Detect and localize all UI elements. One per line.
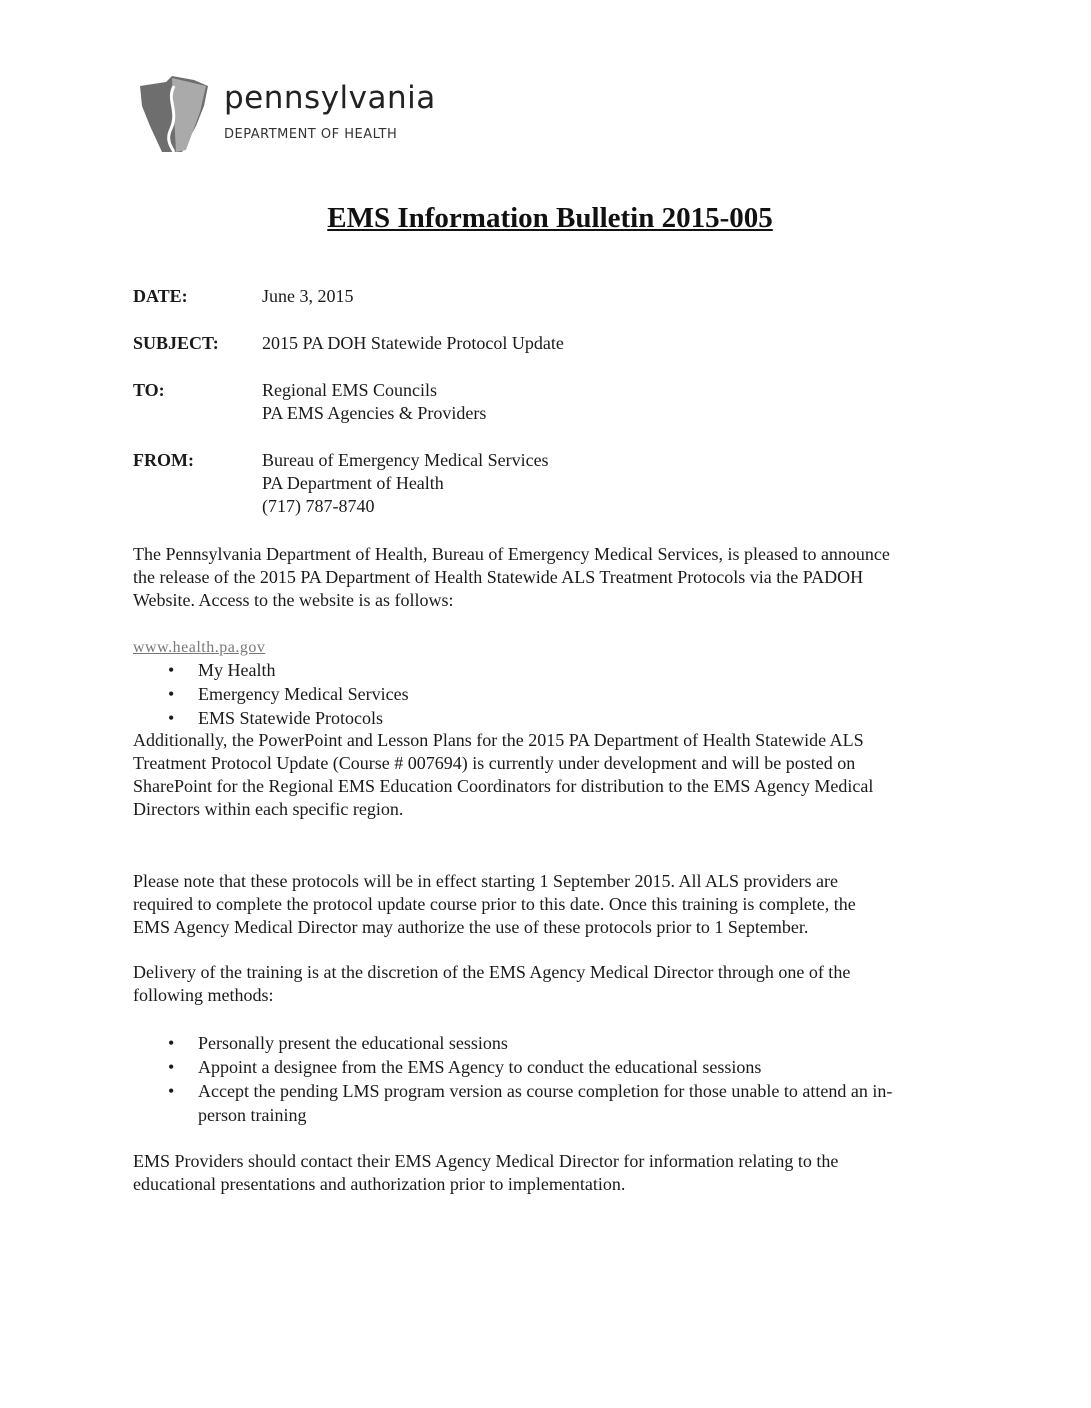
text-line: The Pennsylvania Department of Health, Bureau of Emergency Medical Services, is pleased to announce (133, 544, 890, 564)
website-link[interactable]: www.health.pa.gov (133, 639, 266, 656)
to-line: Regional EMS Councils (262, 380, 437, 400)
date-label: DATE: (133, 286, 188, 306)
text-line: the release of the 2015 PA Department of Health Statewide ALS Treatment Protocols via the PADOH (133, 567, 864, 587)
to-line: PA EMS Agencies & Providers (262, 403, 487, 423)
paragraph-announcement (133, 543, 890, 612)
list-item (168, 1079, 892, 1127)
from-line: (717) 787-8740 (262, 496, 375, 516)
text-line: EMS Providers should contact their EMS Agency Medical Director for information relating to the (133, 1151, 839, 1171)
from-sender (262, 449, 549, 518)
list-item: • My Health (168, 658, 409, 682)
text-line: Delivery of the training is at the discretion of the EMS Agency Medical Director through one of the (133, 962, 851, 982)
text-line: EMS Agency Medical Director may authorize the use of these protocols prior to 1 September. (133, 917, 809, 937)
from-label: FROM: (133, 450, 194, 470)
list-item: • EMS Statewide Protocols (168, 706, 409, 730)
subject-value: 2015 PA DOH Statewide Protocol Update (262, 333, 564, 353)
page-title: EMS Information Bulletin 2015-005 (327, 202, 773, 234)
text-line: SharePoint for the Regional EMS Education Coordinators for distribution to the EMS Agency Medical (133, 776, 874, 796)
list-item: • Personally present the educational sessions (168, 1031, 892, 1055)
list-item: • Appoint a designee from the EMS Agency to conduct the educational sessions (168, 1055, 892, 1079)
text-line: required to complete the protocol update course prior to this date. Once this training is complete, the (133, 894, 856, 914)
list-item: • Emergency Medical Services (168, 682, 409, 706)
text-line: Accept the pending LMS program version as course completion for those unable to attend an in- (198, 1081, 893, 1101)
paragraph-training-materials (133, 729, 873, 821)
text-line: Treatment Protocol Update (Course # 007694) is currently under development and will be posted on (133, 753, 856, 773)
text-line: person training (198, 1105, 307, 1125)
logo-wordmark: pennsylvania (224, 80, 436, 116)
paragraph-delivery (133, 961, 850, 1007)
to-label: TO: (133, 380, 165, 400)
text-line: Please note that these protocols will be in effect starting 1 September 2015. All ALS providers are (133, 871, 839, 891)
to-recipients (262, 379, 486, 425)
logo-subtitle: DEPARTMENT OF HEALTH (224, 127, 398, 142)
text-line: educational presentations and authorization prior to implementation. (133, 1174, 626, 1194)
date-value: June 3, 2015 (262, 286, 354, 306)
from-line: Bureau of Emergency Medical Services (262, 450, 549, 470)
from-line: PA Department of Health (262, 473, 444, 493)
paragraph-effective-date (133, 870, 856, 939)
pa-health-logo (136, 76, 456, 156)
paragraph-contact (133, 1150, 838, 1196)
keystone-icon (136, 76, 212, 156)
delivery-methods-list (168, 1031, 892, 1127)
text-line: Directors within each specific region. (133, 799, 404, 819)
text-line: Website. Access to the website is as follows: (133, 590, 454, 610)
navigation-steps-list (168, 658, 409, 730)
subject-label: SUBJECT: (133, 333, 219, 353)
text-line: Additionally, the PowerPoint and Lesson Plans for the 2015 PA Department of Health Statewide ALS (133, 730, 864, 750)
text-line: following methods: (133, 985, 274, 1005)
